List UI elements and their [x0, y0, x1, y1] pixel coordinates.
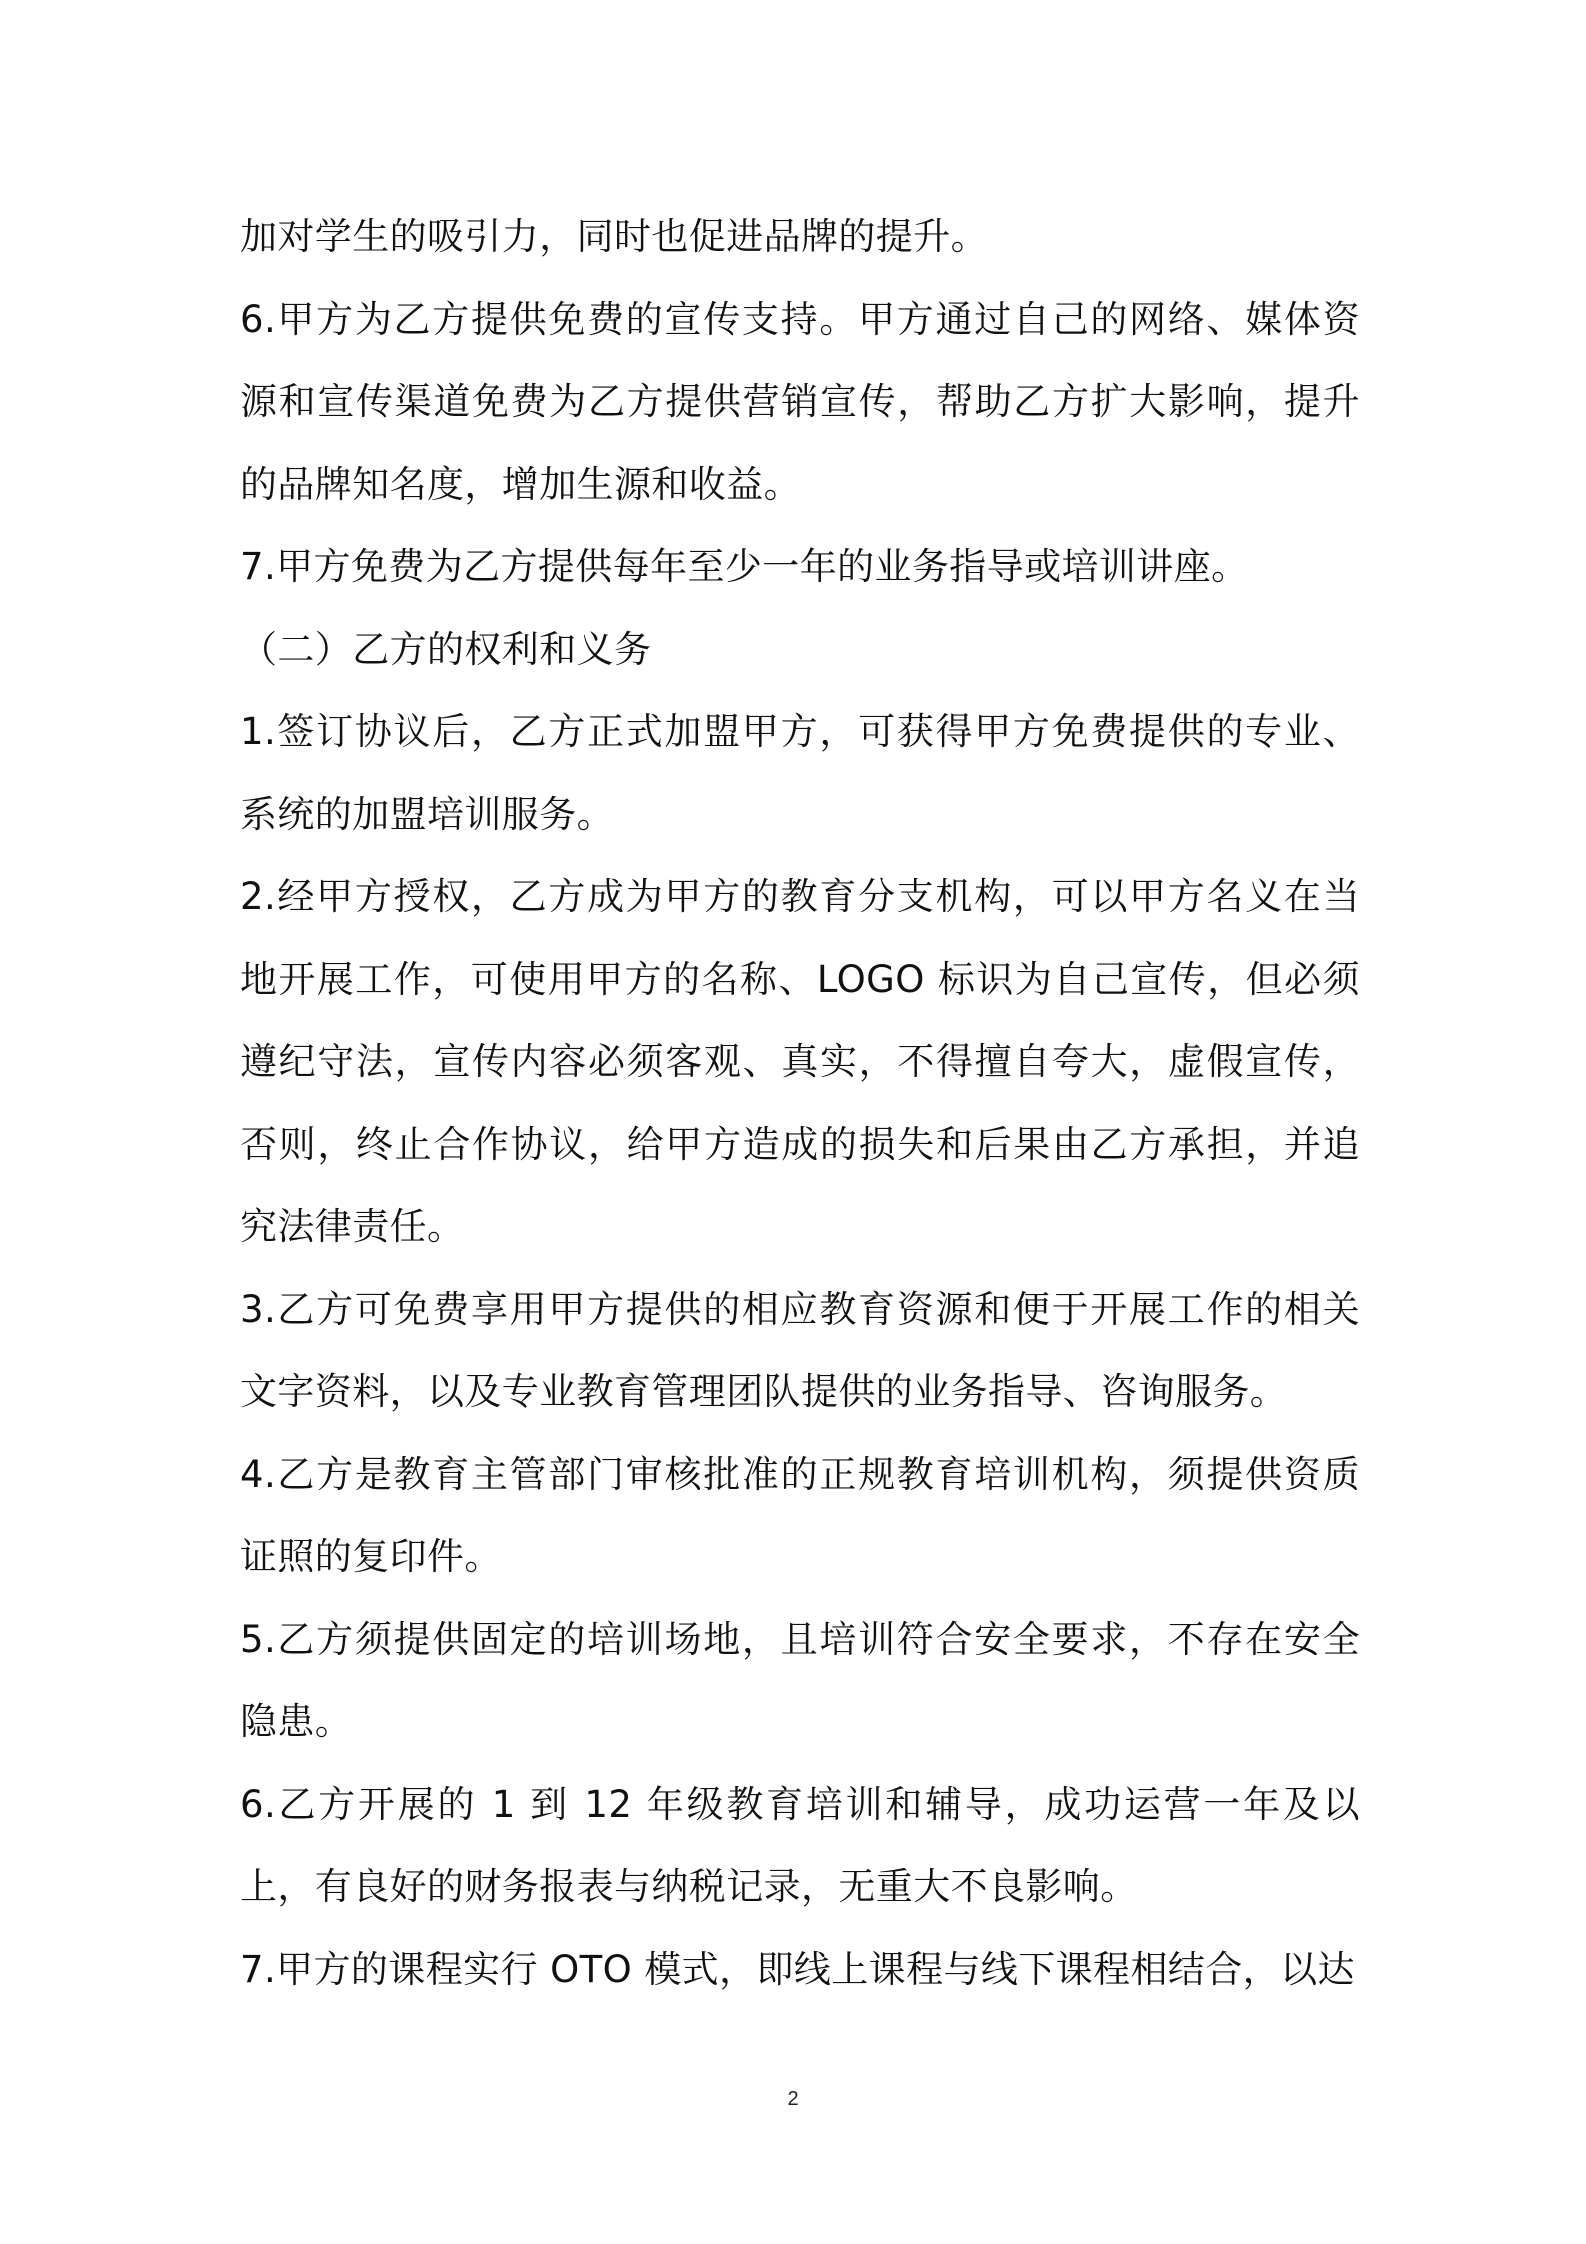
paragraph-a6-publicity-support: 6.甲方为乙方提供免费的宣传支持。甲方通过自己的网络、媒体资源和宣传渠道免费为乙方提供营销宣传，帮助乙方扩大影响，提升的品牌知名度，增加生源和收益。 — [240, 297, 1360, 506]
page-number: 2 — [787, 2088, 799, 2110]
paragraph-a7-training-lectures: 7.甲方免费为乙方提供每年至少一年的业务指导或培训讲座。 — [240, 545, 1249, 588]
paragraph-b5-training-site: 5.乙方须提供固定的培训场地，且培训符合安全要求，不存在安全隐患。 — [240, 1617, 1360, 1743]
paragraph-b1-franchise-training: 1.签订协议后，乙方正式加盟甲方，可获得甲方免费提供的专业、系统的加盟培训服务。 — [240, 710, 1360, 836]
paragraph-b4-qualification: 4.乙方是教育主管部门审核批准的正规教育培训机构，须提供资质证照的复印件。 — [240, 1452, 1360, 1578]
paragraph-b2-authorization: 2.经甲方授权，乙方成为甲方的教育分支机构，可以甲方名义在当地开展工作，可使用甲方的名称、LOGO 标识为自己宣传，但必须遵纪守法，宣传内容必须客观、真实，不得擅自夸大，虚假宣传，否则，终止合作协议，给甲方造成的损失和后果由乙方承担，并追究法律责任。 — [240, 875, 1360, 1248]
paragraph-b7-oto-mode: 7.甲方的课程实行 OTO 模式，即线上课程与线下课程相结合，以达 — [240, 1947, 1355, 1991]
section-heading-party-b-rights: （二）乙方的权利和义务 — [240, 627, 652, 671]
paragraph-b6-operation-record: 6.乙方开展的 1 到 12 年级教育培训和辅导，成功运营一年及以上，有良好的财务报表与纳税记录，无重大不良影响。 — [240, 1782, 1360, 1908]
paragraph-b3-resources: 3.乙方可免费享用甲方提供的相应教育资源和便于开展工作的相关文字资料，以及专业教育管理团队提供的业务指导、咨询服务。 — [240, 1287, 1360, 1413]
document-body — [240, 196, 1360, 2011]
paragraph-continuation: 加对学生的吸引力，同时也促进品牌的提升。 — [240, 215, 988, 258]
